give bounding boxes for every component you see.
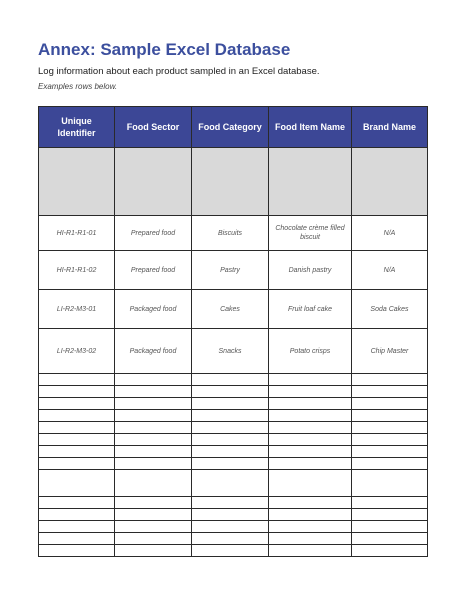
- table-cell: [352, 422, 428, 434]
- table-cell: Potato crisps: [269, 329, 352, 374]
- blank-row: [39, 497, 428, 509]
- table-cell: [269, 521, 352, 533]
- blank-row: [39, 398, 428, 410]
- table-cell: [352, 521, 428, 533]
- table-cell: [192, 458, 269, 470]
- table-row: [39, 329, 428, 374]
- blank-row: [39, 374, 428, 386]
- table-cell: [115, 509, 192, 521]
- table-cell: [192, 545, 269, 557]
- table-cell: [192, 509, 269, 521]
- table-cell: LI-R2-M3-01: [39, 290, 115, 329]
- header-food-item-name: Food Item Name: [269, 107, 352, 148]
- table-cell: [39, 509, 115, 521]
- table-cell: LI-R2-M3-02: [39, 329, 115, 374]
- table-cell: Pastry: [192, 251, 269, 290]
- table-cell: Prepared food: [115, 216, 192, 251]
- blank-row: [39, 521, 428, 533]
- table-cell: [39, 410, 115, 422]
- table-cell: [115, 470, 192, 497]
- table-cell: [115, 386, 192, 398]
- table-cell: [192, 521, 269, 533]
- table-cell: [352, 148, 428, 216]
- table-cell: [269, 148, 352, 216]
- table-cell: [352, 545, 428, 557]
- table-cell: N/A: [352, 216, 428, 251]
- table-cell: Snacks: [192, 329, 269, 374]
- table-cell: [269, 533, 352, 545]
- table-cell: [352, 458, 428, 470]
- table-cell: [192, 398, 269, 410]
- blank-row: [39, 446, 428, 458]
- table-cell: [115, 545, 192, 557]
- blank-row: [39, 410, 428, 422]
- table-cell: [352, 497, 428, 509]
- table-cell: [39, 398, 115, 410]
- table-cell: [352, 398, 428, 410]
- example-note: Examples rows below.: [38, 82, 118, 91]
- table-cell: [269, 398, 352, 410]
- table-cell: [352, 446, 428, 458]
- table-cell: Soda Cakes: [352, 290, 428, 329]
- table-cell: [115, 446, 192, 458]
- blank-row: [39, 470, 428, 497]
- gray-empty-row: [39, 148, 428, 216]
- table-cell: Biscuits: [192, 216, 269, 251]
- table-cell: [115, 410, 192, 422]
- header-row: [39, 107, 428, 148]
- header-food-category: Food Category: [192, 107, 269, 148]
- table-cell: [269, 470, 352, 497]
- table-cell: [269, 386, 352, 398]
- table-cell: HI-R1-R1-02: [39, 251, 115, 290]
- table-cell: [352, 434, 428, 446]
- table-cell: [115, 422, 192, 434]
- table-cell: [39, 434, 115, 446]
- table-cell: Prepared food: [115, 251, 192, 290]
- table-cell: [352, 509, 428, 521]
- table-cell: [39, 545, 115, 557]
- table-cell: [115, 398, 192, 410]
- table-cell: [352, 386, 428, 398]
- table-cell: [115, 148, 192, 216]
- table-cell: [39, 446, 115, 458]
- table-cell: [39, 422, 115, 434]
- table-cell: [269, 497, 352, 509]
- table-cell: [192, 470, 269, 497]
- table-cell: N/A: [352, 251, 428, 290]
- table-cell: Cakes: [192, 290, 269, 329]
- blank-row: [39, 434, 428, 446]
- intro-text: Log information about each product sampled in an Excel database.: [38, 66, 320, 77]
- table-cell: [39, 458, 115, 470]
- table-row: [39, 216, 428, 251]
- table-cell: [39, 533, 115, 545]
- table-cell: Chocolate crème filled biscuit: [269, 216, 352, 251]
- food-database-table: [38, 106, 428, 557]
- table-cell: [192, 422, 269, 434]
- table-cell: [192, 497, 269, 509]
- table-cell: [192, 148, 269, 216]
- table-cell: [269, 446, 352, 458]
- blank-row: [39, 386, 428, 398]
- table-cell: [39, 497, 115, 509]
- table-cell: [269, 410, 352, 422]
- table-cell: [39, 470, 115, 497]
- table-cell: [192, 386, 269, 398]
- table-cell: [352, 374, 428, 386]
- header-brand-name: Brand Name: [352, 107, 428, 148]
- table-cell: Packaged food: [115, 290, 192, 329]
- table-row: [39, 251, 428, 290]
- table-cell: [115, 497, 192, 509]
- table-cell: [115, 533, 192, 545]
- table-cell: [192, 410, 269, 422]
- table-cell: Packaged food: [115, 329, 192, 374]
- table-cell: Danish pastry: [269, 251, 352, 290]
- table-cell: [352, 470, 428, 497]
- blank-row: [39, 509, 428, 521]
- header-unique-identifier: Unique Identifier: [39, 107, 115, 148]
- table-cell: [269, 458, 352, 470]
- table-cell: [115, 521, 192, 533]
- blank-row: [39, 533, 428, 545]
- table-cell: [269, 422, 352, 434]
- table-cell: [115, 458, 192, 470]
- table-cell: [269, 545, 352, 557]
- table-cell: [39, 374, 115, 386]
- header-food-sector: Food Sector: [115, 107, 192, 148]
- blank-row: [39, 422, 428, 434]
- table-cell: [352, 533, 428, 545]
- table-cell: [269, 509, 352, 521]
- table-cell: [39, 521, 115, 533]
- blank-row: [39, 545, 428, 557]
- table-cell: [192, 446, 269, 458]
- table-cell: [39, 148, 115, 216]
- table-cell: [115, 374, 192, 386]
- table-cell: Chip Master: [352, 329, 428, 374]
- table-cell: [352, 410, 428, 422]
- table-cell: [192, 533, 269, 545]
- table-cell: [269, 374, 352, 386]
- document-title: Annex: Sample Excel Database: [38, 40, 291, 59]
- table-cell: [115, 434, 192, 446]
- table-cell: HI-R1-R1-01: [39, 216, 115, 251]
- table-cell: [39, 386, 115, 398]
- table-cell: [192, 434, 269, 446]
- table-cell: Fruit loaf cake: [269, 290, 352, 329]
- table-cell: [192, 374, 269, 386]
- blank-row: [39, 458, 428, 470]
- table-cell: [269, 434, 352, 446]
- table-row: [39, 290, 428, 329]
